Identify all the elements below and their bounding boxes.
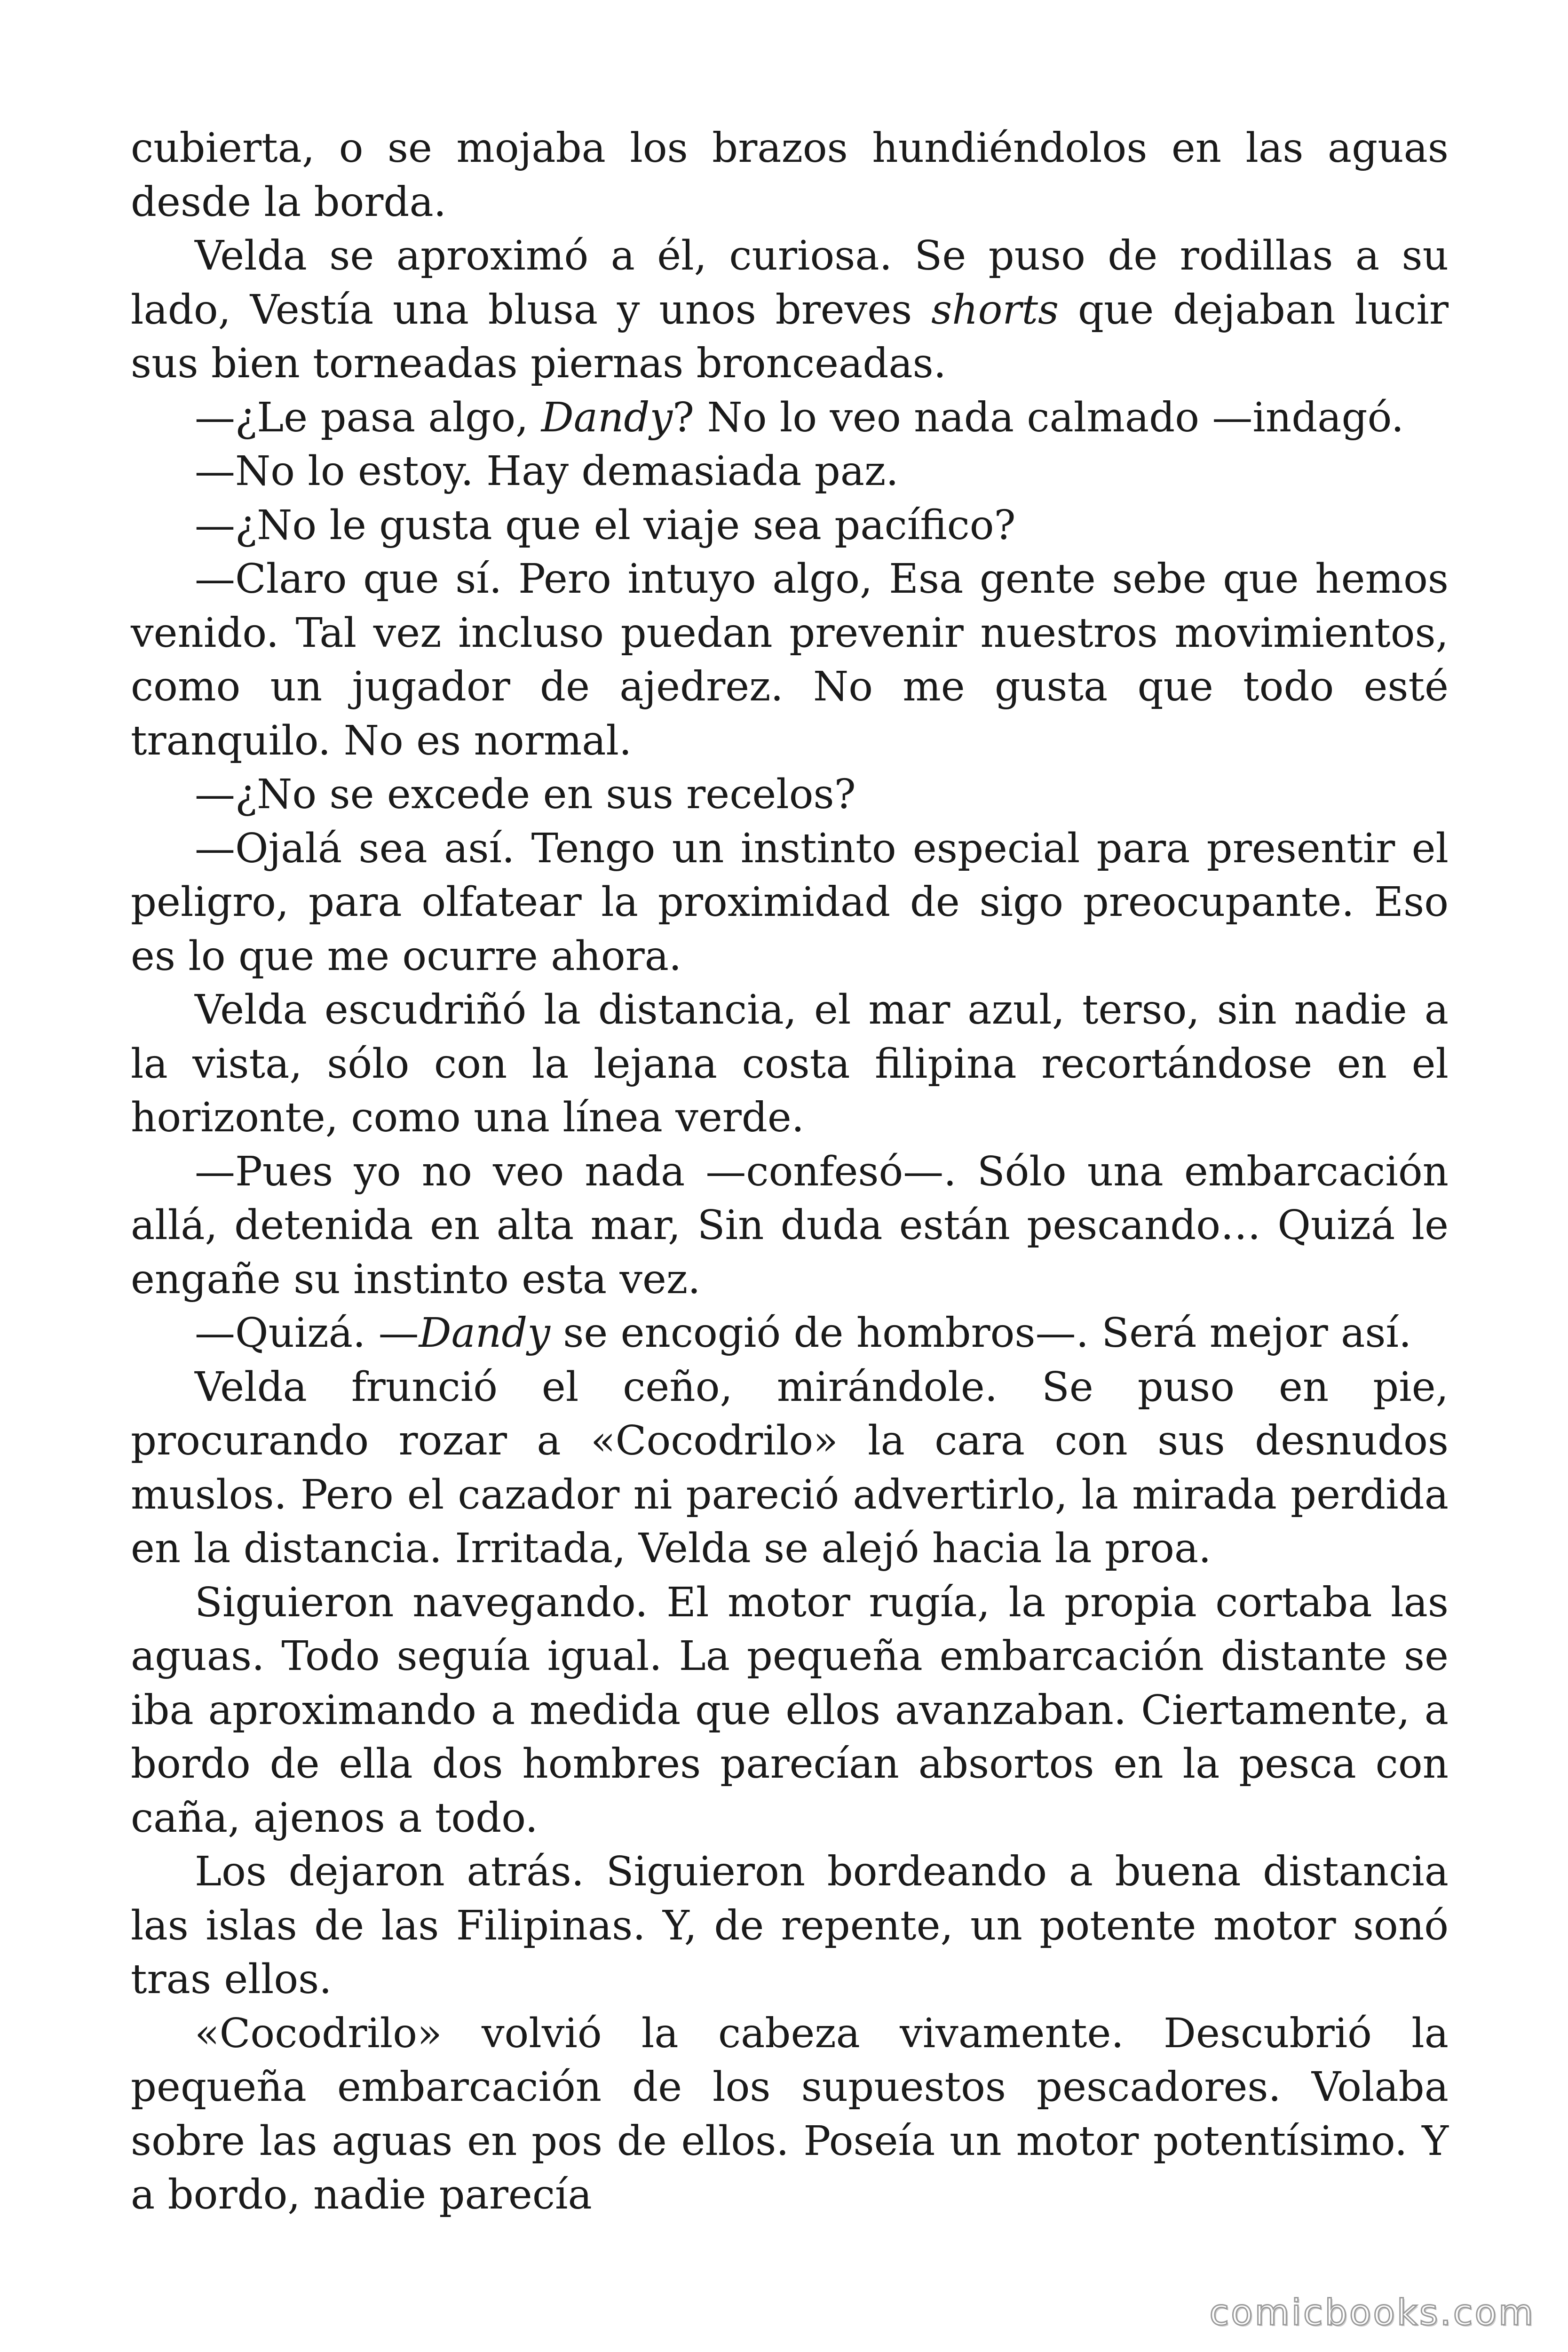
paragraph [131,822,1449,984]
paragraph [131,391,1449,445]
italic-text: Dandy [419,1310,550,1357]
paragraph [131,1360,1449,1576]
text-run: —Pues yo no veo nada —confesó—. Sólo una embarcación allá, detenida en alta mar, Sin duda están pescando… Quizá le engañe su instinto esta vez. [131,1148,1449,1303]
italic-text: shorts [931,286,1059,334]
text-run: Velda frunció el ceño, mirándole. Se puso en pie, procurando rozar a «Cocodrilo» la cara con sus desnudos muslos. Pero el cazador ni pareció advertirlo, la mirada perdida en la distancia. Irritada, Velda se alejó hacia la proa. [131,1363,1449,1572]
paragraph [131,1845,1449,2007]
body-text [131,121,1449,2222]
text-run: —Claro que sí. Pero intuyo algo, Esa gente sebe que hemos venido. Tal vez incluso puedan prevenir nuestros movimientos, como un jugador de ajedrez. No me gusta que todo esté tranquilo. No es normal. [131,556,1449,764]
paragraph [131,499,1449,553]
text-run: que dejaban lucir sus bien torneadas piernas bronceadas. [131,286,1449,387]
paragraph [131,768,1449,822]
paragraph [131,552,1449,768]
text-run: —Ojalá sea así. Tengo un instinto especial para presentir el peligro, para olfatear la proximidad de sigo preocupante. Eso es lo que me ocurre ahora. [131,825,1449,980]
text-run: ? No lo veo nada calmado —indagó. [673,394,1404,441]
text-run: —¿Le pasa algo, [195,394,541,441]
paragraph [131,1576,1449,1845]
text-run: —No lo estoy. Hay demasiada paz. [195,448,899,495]
text-run: se encogió de hombros—. Será mejor así. [550,1310,1412,1357]
text-run: —¿No se excede en sus recelos? [195,771,856,818]
paragraph [131,121,1449,229]
text-run: cubierta, o se mojaba los brazos hundiéndolos en las aguas desde la borda. [131,125,1449,226]
text-run: Siguieron navegando. El motor rugía, la propia cortaba las aguas. Todo seguía igual. La pequeña embarcación distante se iba aproximando a medida que ellos avanzaban. Ciertamente, a bordo de ella dos hombres parecían absortos en la pesca con caña, ajenos a todo. [131,1579,1449,1842]
paragraph [131,445,1449,499]
text-run: —¿No le gusta que el viaje sea pacífico? [195,501,1016,549]
text-run: Velda se aproximó a él, curiosa. Se puso de rodillas a su lado, Vestía una blusa y unos breves [131,232,1449,334]
paragraph [131,229,1449,391]
italic-text: Dandy [541,394,673,441]
text-run: Velda escudriñó la distancia, el mar azul, terso, sin nadie a la vista, sólo con la lejana costa filipina recortándose en el horizonte, como una línea verde. [131,986,1449,1141]
paragraph [131,983,1449,1145]
paragraph [131,1145,1449,1307]
paragraph [131,1306,1449,1360]
text-run: Los dejaron atrás. Siguieron bordeando a buena distancia las islas de las Filipinas. Y, de repente, un potente motor sonó tras ellos. [131,1848,1449,2003]
text-run: «Cocodrilo» volvió la cabeza vivamente. Descubrió la pequeña embarcación de los supuestos pescadores. Volaba sobre las aguas en pos de ellos. Poseía un motor potentísimo. Y a bordo, nadie parecía [131,2010,1449,2218]
paragraph [131,2007,1449,2222]
watermark: comicbooks.com [1209,2291,1535,2333]
text-run: —Quizá. — [195,1310,419,1357]
